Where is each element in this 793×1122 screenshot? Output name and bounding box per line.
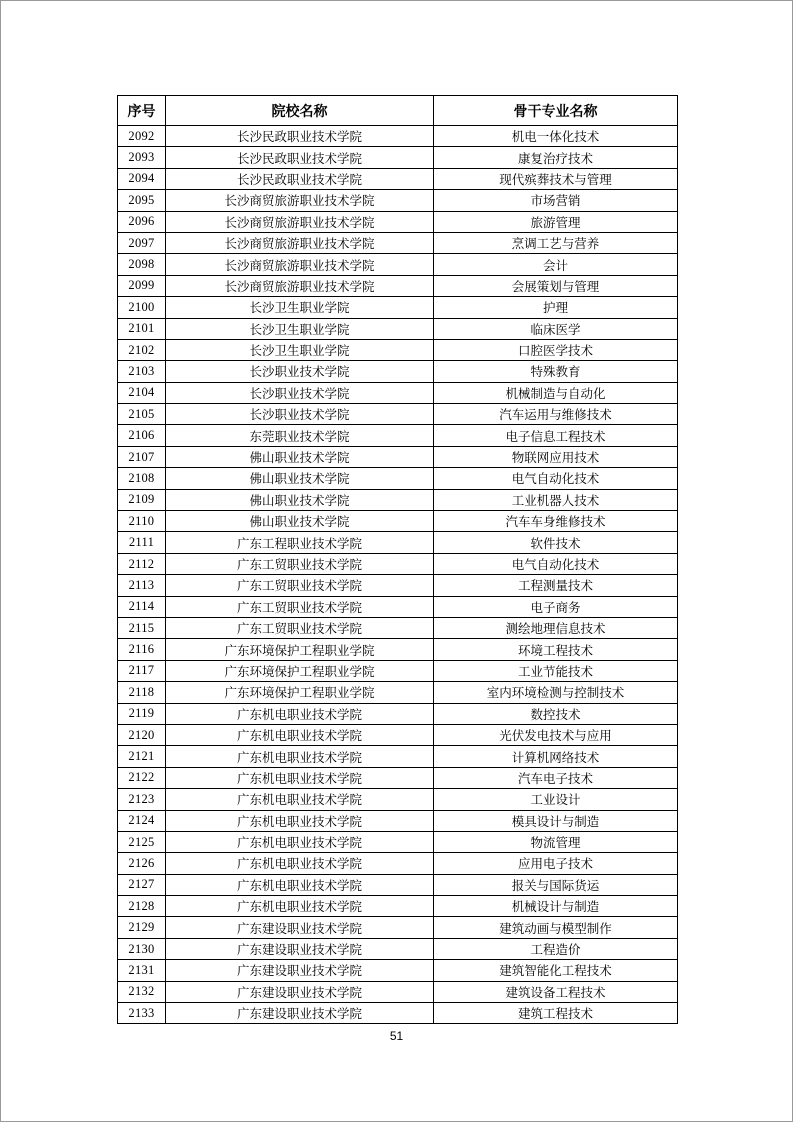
serial-number-cell: 2123 xyxy=(118,789,166,810)
major-name-cell: 建筑工程技术 xyxy=(434,1003,678,1024)
school-name-cell: 广东建设职业技术学院 xyxy=(166,981,434,1002)
major-name-cell: 建筑设备工程技术 xyxy=(434,981,678,1002)
major-name-cell: 康复治疗技术 xyxy=(434,147,678,168)
table-row xyxy=(118,361,678,382)
major-name-cell: 旅游管理 xyxy=(434,211,678,232)
major-name-cell: 物联网应用技术 xyxy=(434,446,678,467)
school-name-cell: 广东机电职业技术学院 xyxy=(166,896,434,917)
table-row xyxy=(118,746,678,767)
table-row xyxy=(118,318,678,339)
serial-number-cell: 2096 xyxy=(118,211,166,232)
serial-number-cell: 2119 xyxy=(118,703,166,724)
serial-number-cell: 2112 xyxy=(118,553,166,574)
table-row xyxy=(118,339,678,360)
table-row xyxy=(118,190,678,211)
major-name-cell: 室内环境检测与控制技术 xyxy=(434,682,678,703)
table-row xyxy=(118,981,678,1002)
table-row xyxy=(118,639,678,660)
school-name-cell: 长沙民政职业技术学院 xyxy=(166,168,434,189)
school-name-cell: 广东工程职业技术学院 xyxy=(166,532,434,553)
table-row xyxy=(118,147,678,168)
major-name-cell: 计算机网络技术 xyxy=(434,746,678,767)
school-name-cell: 广东建设职业技术学院 xyxy=(166,938,434,959)
school-name-cell: 长沙商贸旅游职业技术学院 xyxy=(166,275,434,296)
school-name-cell: 长沙卫生职业学院 xyxy=(166,297,434,318)
table-row xyxy=(118,724,678,745)
serial-number-cell: 2114 xyxy=(118,596,166,617)
serial-number-cell: 2115 xyxy=(118,617,166,638)
serial-number-cell: 2127 xyxy=(118,874,166,895)
major-name-cell: 建筑智能化工程技术 xyxy=(434,960,678,981)
serial-number-cell: 2104 xyxy=(118,382,166,403)
school-name-cell: 广东环境保护工程职业学院 xyxy=(166,660,434,681)
school-name-cell: 广东机电职业技术学院 xyxy=(166,703,434,724)
school-name-cell: 长沙民政职业技术学院 xyxy=(166,126,434,147)
school-name-cell: 广东建设职业技术学院 xyxy=(166,960,434,981)
serial-number-cell: 2121 xyxy=(118,746,166,767)
school-name-cell: 长沙商贸旅游职业技术学院 xyxy=(166,254,434,275)
serial-number-cell: 2107 xyxy=(118,446,166,467)
school-name-cell: 佛山职业技术学院 xyxy=(166,468,434,489)
major-name-cell: 电气自动化技术 xyxy=(434,468,678,489)
school-name-cell: 广东建设职业技术学院 xyxy=(166,917,434,938)
major-name-cell: 现代殡葬技术与管理 xyxy=(434,168,678,189)
serial-number-cell: 2128 xyxy=(118,896,166,917)
major-name-cell: 汽车车身维修技术 xyxy=(434,511,678,532)
school-name-cell: 长沙职业技术学院 xyxy=(166,404,434,425)
school-name-cell: 广东机电职业技术学院 xyxy=(166,810,434,831)
header-serial-number: 序号 xyxy=(118,96,166,126)
serial-number-cell: 2110 xyxy=(118,511,166,532)
serial-number-cell: 2095 xyxy=(118,190,166,211)
serial-number-cell: 2101 xyxy=(118,318,166,339)
serial-number-cell: 2106 xyxy=(118,425,166,446)
serial-number-cell: 2105 xyxy=(118,404,166,425)
table-row xyxy=(118,211,678,232)
table-row xyxy=(118,468,678,489)
school-name-cell: 佛山职业技术学院 xyxy=(166,511,434,532)
table-row xyxy=(118,853,678,874)
school-name-cell: 长沙商贸旅游职业技术学院 xyxy=(166,232,434,253)
table-row xyxy=(118,532,678,553)
serial-number-cell: 2094 xyxy=(118,168,166,189)
serial-number-cell: 2102 xyxy=(118,339,166,360)
table-row xyxy=(118,404,678,425)
major-name-cell: 软件技术 xyxy=(434,532,678,553)
school-name-cell: 广东工贸职业技术学院 xyxy=(166,553,434,574)
table-row xyxy=(118,810,678,831)
major-name-cell: 机械设计与制造 xyxy=(434,896,678,917)
school-name-cell: 广东环境保护工程职业学院 xyxy=(166,682,434,703)
major-name-cell: 工业节能技术 xyxy=(434,660,678,681)
major-name-cell: 模具设计与制造 xyxy=(434,810,678,831)
table-row xyxy=(118,596,678,617)
serial-number-cell: 2130 xyxy=(118,938,166,959)
table-body xyxy=(118,126,678,1024)
major-name-cell: 汽车运用与维修技术 xyxy=(434,404,678,425)
table-row xyxy=(118,553,678,574)
major-name-cell: 工程造价 xyxy=(434,938,678,959)
table-row xyxy=(118,703,678,724)
table-row xyxy=(118,446,678,467)
table-row xyxy=(118,168,678,189)
table-row xyxy=(118,511,678,532)
school-name-cell: 佛山职业技术学院 xyxy=(166,446,434,467)
major-name-cell: 会计 xyxy=(434,254,678,275)
school-name-cell: 广东机电职业技术学院 xyxy=(166,767,434,788)
table-row xyxy=(118,275,678,296)
table-row xyxy=(118,297,678,318)
school-name-cell: 长沙商贸旅游职业技术学院 xyxy=(166,211,434,232)
table-row xyxy=(118,874,678,895)
serial-number-cell: 2117 xyxy=(118,660,166,681)
school-name-cell: 广东机电职业技术学院 xyxy=(166,746,434,767)
major-name-cell: 电气自动化技术 xyxy=(434,553,678,574)
page-number: 51 xyxy=(389,1029,404,1043)
serial-number-cell: 2131 xyxy=(118,960,166,981)
major-name-cell: 护理 xyxy=(434,297,678,318)
major-name-cell: 报关与国际货运 xyxy=(434,874,678,895)
major-name-cell: 应用电子技术 xyxy=(434,853,678,874)
school-name-cell: 广东机电职业技术学院 xyxy=(166,853,434,874)
school-name-cell: 长沙卫生职业学院 xyxy=(166,318,434,339)
school-name-cell: 广东机电职业技术学院 xyxy=(166,831,434,852)
table-row xyxy=(118,896,678,917)
table-row xyxy=(118,254,678,275)
table-row xyxy=(118,232,678,253)
table-row xyxy=(118,126,678,147)
major-name-cell: 环境工程技术 xyxy=(434,639,678,660)
major-name-cell: 物流管理 xyxy=(434,831,678,852)
school-name-cell: 长沙卫生职业学院 xyxy=(166,339,434,360)
serial-number-cell: 2124 xyxy=(118,810,166,831)
table-row xyxy=(118,1003,678,1024)
major-name-cell: 烹调工艺与营养 xyxy=(434,232,678,253)
serial-number-cell: 2125 xyxy=(118,831,166,852)
major-name-cell: 市场营销 xyxy=(434,190,678,211)
school-name-cell: 广东工贸职业技术学院 xyxy=(166,596,434,617)
table-row xyxy=(118,660,678,681)
serial-number-cell: 2132 xyxy=(118,981,166,1002)
major-name-cell: 临床医学 xyxy=(434,318,678,339)
school-name-cell: 佛山职业技术学院 xyxy=(166,489,434,510)
major-name-cell: 工业设计 xyxy=(434,789,678,810)
major-name-cell: 电子信息工程技术 xyxy=(434,425,678,446)
header-major-name: 骨干专业名称 xyxy=(434,96,678,126)
serial-number-cell: 2108 xyxy=(118,468,166,489)
table-row xyxy=(118,789,678,810)
major-name-cell: 测绘地理信息技术 xyxy=(434,617,678,638)
school-name-cell: 广东建设职业技术学院 xyxy=(166,1003,434,1024)
serial-number-cell: 2118 xyxy=(118,682,166,703)
table-row xyxy=(118,617,678,638)
table-row xyxy=(118,489,678,510)
serial-number-cell: 2109 xyxy=(118,489,166,510)
serial-number-cell: 2093 xyxy=(118,147,166,168)
serial-number-cell: 2126 xyxy=(118,853,166,874)
major-name-cell: 光伏发电技术与应用 xyxy=(434,724,678,745)
major-name-cell: 数控技术 xyxy=(434,703,678,724)
table-row xyxy=(118,575,678,596)
table-row xyxy=(118,938,678,959)
serial-number-cell: 2133 xyxy=(118,1003,166,1024)
table-row xyxy=(118,682,678,703)
table-row xyxy=(118,767,678,788)
table-header-row xyxy=(118,96,678,126)
school-name-cell: 广东机电职业技术学院 xyxy=(166,789,434,810)
serial-number-cell: 2098 xyxy=(118,254,166,275)
major-name-cell: 会展策划与管理 xyxy=(434,275,678,296)
school-name-cell: 东莞职业技术学院 xyxy=(166,425,434,446)
school-name-cell: 长沙职业技术学院 xyxy=(166,361,434,382)
serial-number-cell: 2097 xyxy=(118,232,166,253)
serial-number-cell: 2099 xyxy=(118,275,166,296)
serial-number-cell: 2120 xyxy=(118,724,166,745)
serial-number-cell: 2092 xyxy=(118,126,166,147)
serial-number-cell: 2129 xyxy=(118,917,166,938)
major-name-cell: 建筑动画与模型制作 xyxy=(434,917,678,938)
serial-number-cell: 2103 xyxy=(118,361,166,382)
serial-number-cell: 2111 xyxy=(118,532,166,553)
serial-number-cell: 2122 xyxy=(118,767,166,788)
major-name-cell: 电子商务 xyxy=(434,596,678,617)
table-row xyxy=(118,960,678,981)
serial-number-cell: 2116 xyxy=(118,639,166,660)
school-name-cell: 长沙商贸旅游职业技术学院 xyxy=(166,190,434,211)
major-name-cell: 汽车电子技术 xyxy=(434,767,678,788)
major-name-cell: 工业机器人技术 xyxy=(434,489,678,510)
serial-number-cell: 2100 xyxy=(118,297,166,318)
major-name-cell: 口腔医学技术 xyxy=(434,339,678,360)
school-name-cell: 长沙职业技术学院 xyxy=(166,382,434,403)
school-name-cell: 广东环境保护工程职业学院 xyxy=(166,639,434,660)
header-school-name: 院校名称 xyxy=(166,96,434,126)
school-name-cell: 广东机电职业技术学院 xyxy=(166,874,434,895)
major-name-cell: 机械制造与自动化 xyxy=(434,382,678,403)
major-name-cell: 工程测量技术 xyxy=(434,575,678,596)
table-row xyxy=(118,831,678,852)
school-name-cell: 广东工贸职业技术学院 xyxy=(166,575,434,596)
table-row xyxy=(118,382,678,403)
table-row xyxy=(118,917,678,938)
school-name-cell: 广东机电职业技术学院 xyxy=(166,724,434,745)
school-name-cell: 长沙民政职业技术学院 xyxy=(166,147,434,168)
major-name-cell: 机电一体化技术 xyxy=(434,126,678,147)
serial-number-cell: 2113 xyxy=(118,575,166,596)
school-name-cell: 广东工贸职业技术学院 xyxy=(166,617,434,638)
major-name-cell: 特殊教育 xyxy=(434,361,678,382)
table-row xyxy=(118,425,678,446)
major-list-table xyxy=(117,95,678,1024)
